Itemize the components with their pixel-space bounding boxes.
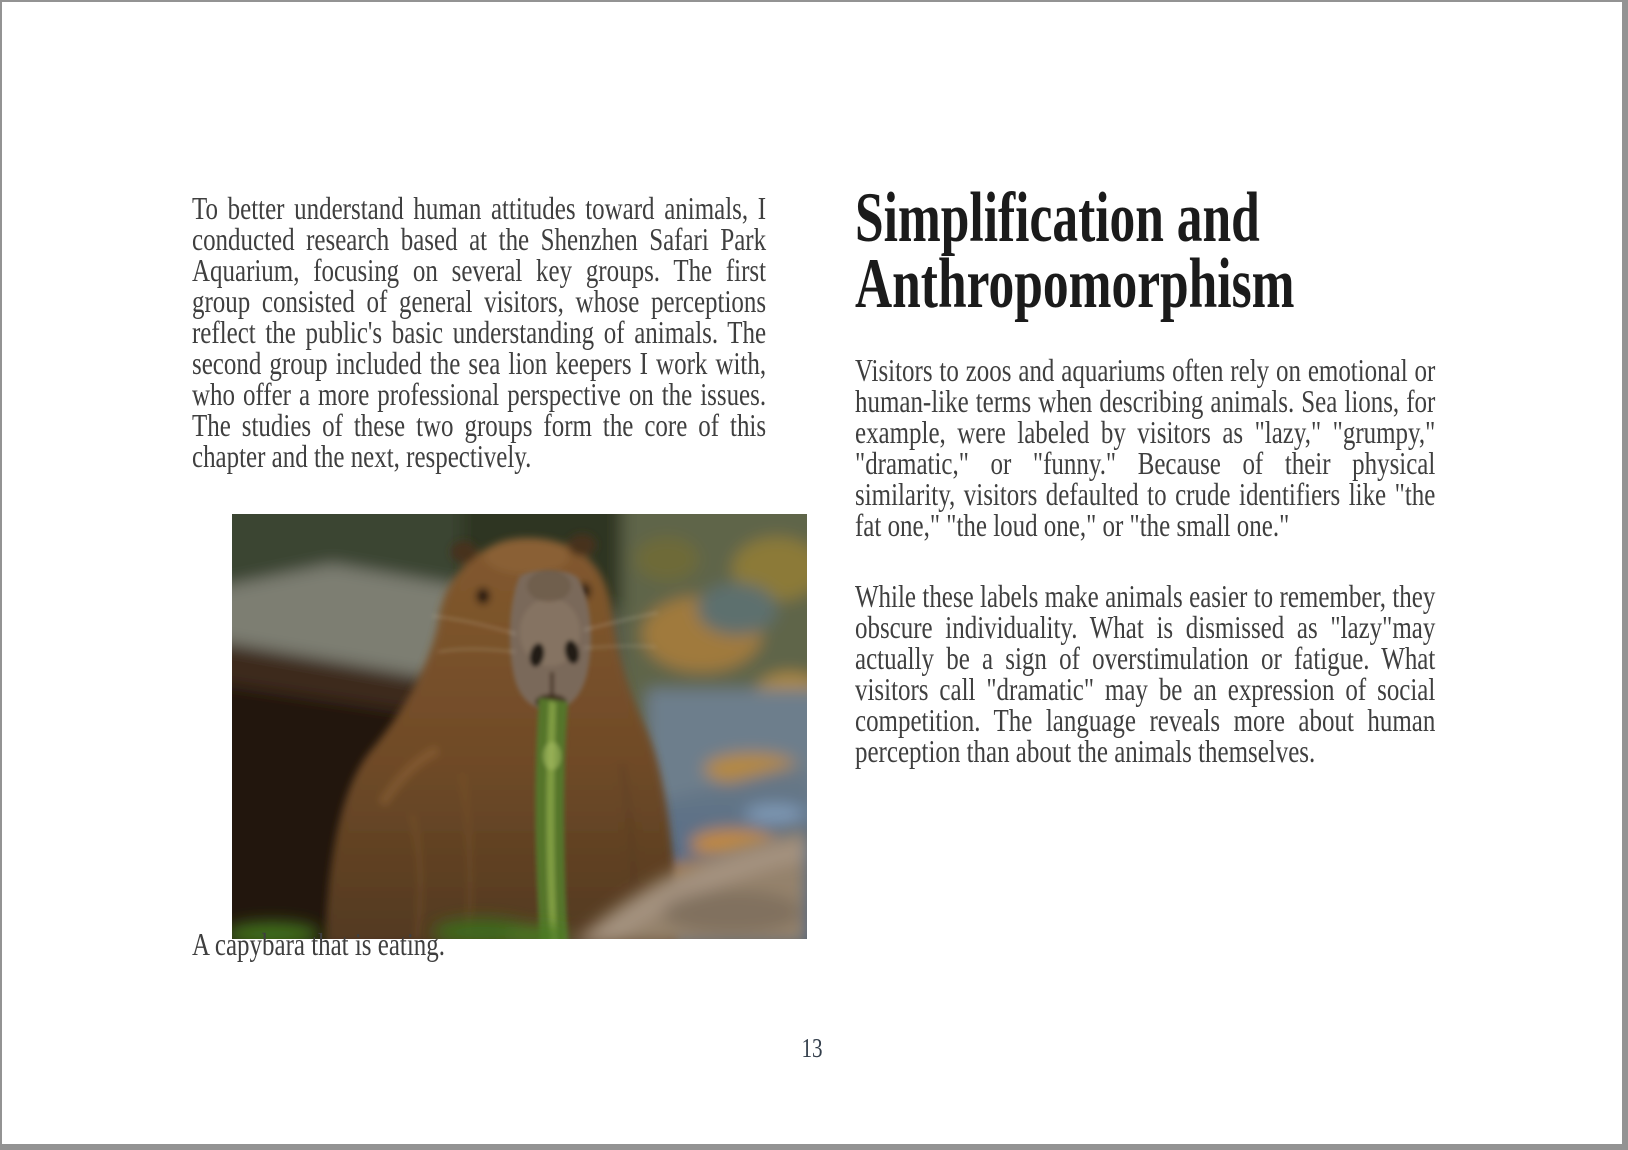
capybara-photo-illustration <box>232 514 807 939</box>
left-column-paragraph: To better understand human attitudes toward animals, I conducted research based at the Shenzhen Safari Park Aquarium, focusing on several key groups. The first group consisted of general visitors, whose perceptions reflect the public's basic understanding of animals. The second group included the sea lion keepers I work with, who offer a more professional perspective on the issues. The studies of these two groups form the core of this chapter and the next, respectively. <box>192 190 767 474</box>
page-number: 13 <box>801 1033 823 1063</box>
right-column-paragraph-2: While these labels make animals easier to remember, they obscure individuality. What is dismissed as "lazy"may actually be a sign of overstimulation or fatigue. What visitors call "dramatic" may be an expression of social competition. The language reveals more about human perception than about the animals themselves. <box>855 578 1436 769</box>
right-column-paragraph-1: Visitors to zoos and aquariums often rely on emotional or human-like terms when describing animals. Sea lions, for example, were labeled by visitors as "lazy," "grumpy," "dramatic," or "funny." Because of their physical similarity, visitors defaulted to crude identifiers like "the fat one," "the loud one," or "the small one." <box>855 352 1436 543</box>
photo-caption: A capybara that is eating. <box>192 926 445 962</box>
book-page <box>2 2 1622 1144</box>
capybara-photo <box>232 514 807 939</box>
section-heading: Simplification and Anthropomorphism <box>855 179 1295 323</box>
